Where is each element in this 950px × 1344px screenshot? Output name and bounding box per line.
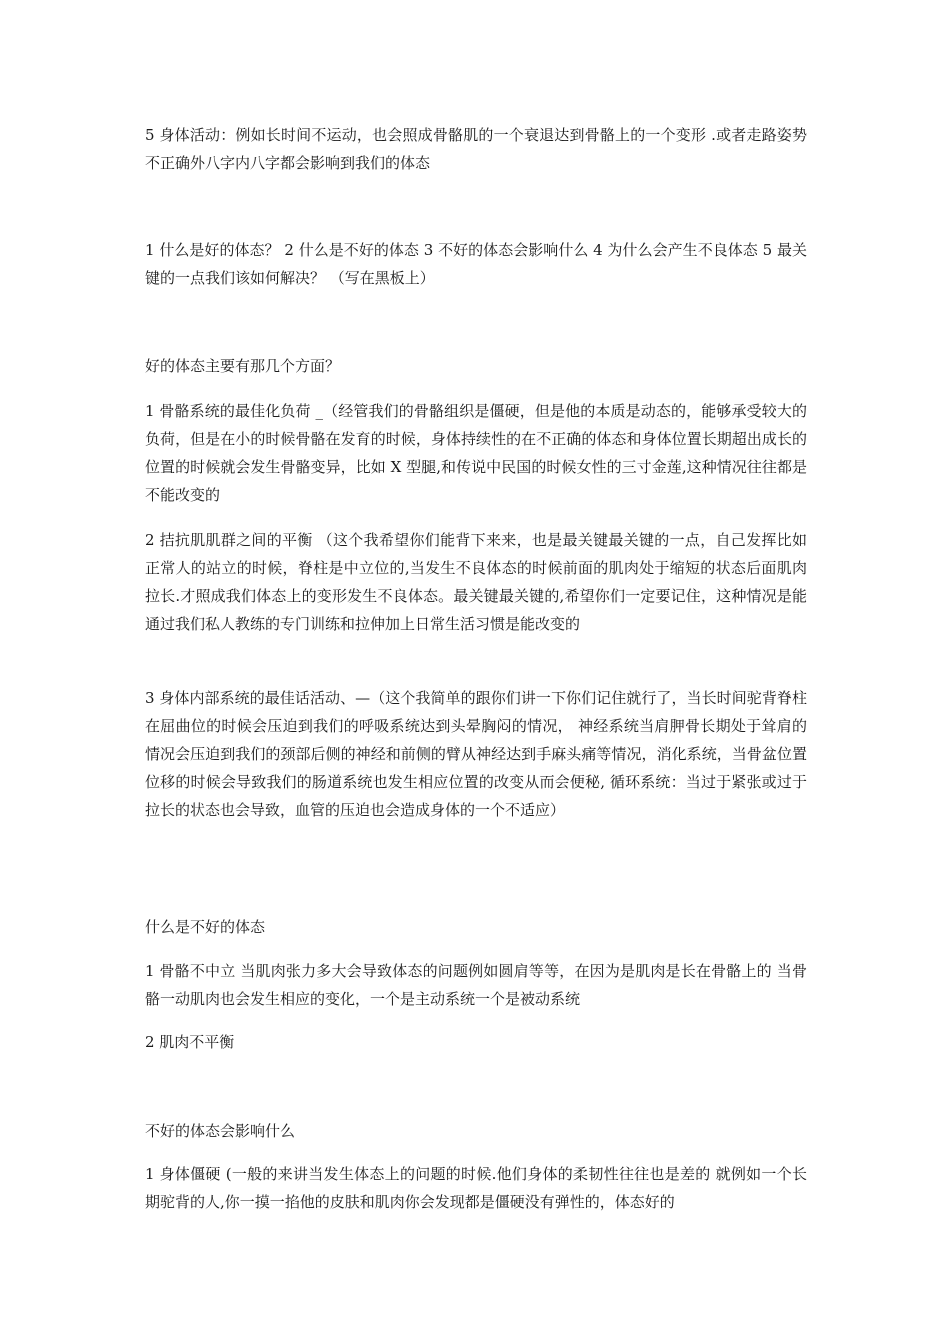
paragraph-body-stiffness: 1 身体僵硬 (一般的来讲当发生体态上的问题的时候.他们身体的柔韧性往往也是差的 就例如一个长期驼背的人,你一摸一掐他的皮肤和肌肉你会发现都是僵硬没有弹性的，体态好的 (145, 1165, 807, 1211)
paragraph-muscle-imbalance: 2 肌肉不平衡 (145, 1033, 235, 1051)
paragraph-effects-heading: 不好的体态会影响什么 (145, 1122, 296, 1140)
paragraph-bone-not-neutral: 1 骨骼不中立 当肌肉张力多大会导致体态的问题例如圆肩等等，在因为是肌肉是长在骨骼上的 当骨骼一动肌肉也会发生相应的变化，一个是主动系统一个是被动系统 (145, 962, 807, 1008)
paragraph-muscle-balance: 2 拮抗肌肌群之间的平衡 （这个我希望你们能背下来来，也是最关键最关键的一点，自己发挥比如正常人的站立的时候，脊柱是中立位的,当发生不良体态的时候前面的肌肉处于缩短的状态后面肌肉拉长.才照成我们体态上的变形发生不良体态。最关键最关键的,希望你们一定要记住，这种情况是能通过我们私人教练的专门训练和拉伸加上日常生活习惯是能改变的 (145, 531, 807, 633)
paragraph-skeletal-load: 1 骨骼系统的最佳化负荷 _（经管我们的骨骼组织是僵硬，但是他的本质是动态的，能够承受较大的负荷，但是在小的时候骨骼在发育的时候，身体持续性的在不正确的体态和身体位置长期超出成长的位置的时候就会发生骨骼变异，比如 X 型腿,和传说中民国的时候女性的三寸金莲,这种情况往往都是不能改变的 (145, 402, 807, 504)
paragraph-good-posture-heading: 好的体态主要有那几个方面？ (145, 357, 341, 375)
paragraph-internal-systems: 3 身体内部系统的最佳话活动、—（这个我简单的跟你们讲一下你们记住就行了，当长时间驼背脊柱在屈曲位的时候会压迫到我们的呼吸系统达到头晕胸闷的情况， 神经系统当肩胛骨长期处于耸肩的情况会压迫到我们的颈部后侧的神经和前侧的臂从神经达到手麻头痛等情况，消化系统，当骨盆位置位移的时候会导致我们的肠道系统也发生相应位置的改变从而会便秘, 循环系统：当过于紧张或过于拉长的状态也会导致，血管的压迫也会造成身体的一个不适应） (145, 689, 807, 819)
paragraph-bad-posture-heading: 什么是不好的体态 (145, 918, 266, 936)
paragraph-body-activity: 5 身体活动：例如长时间不运动，也会照成骨骼肌的一个衰退达到骨骼上的一个变形 .或者走路姿势不正确外八字内八字都会影响到我们的体态 (145, 126, 807, 172)
paragraph-question-list: 1 什么是好的体态？ 2 什么是不好的体态 3 不好的体态会影响什么 4 为什么会产生不良体态 5 最关键的一点我们该如何解决？ （写在黑板上） (145, 241, 807, 287)
